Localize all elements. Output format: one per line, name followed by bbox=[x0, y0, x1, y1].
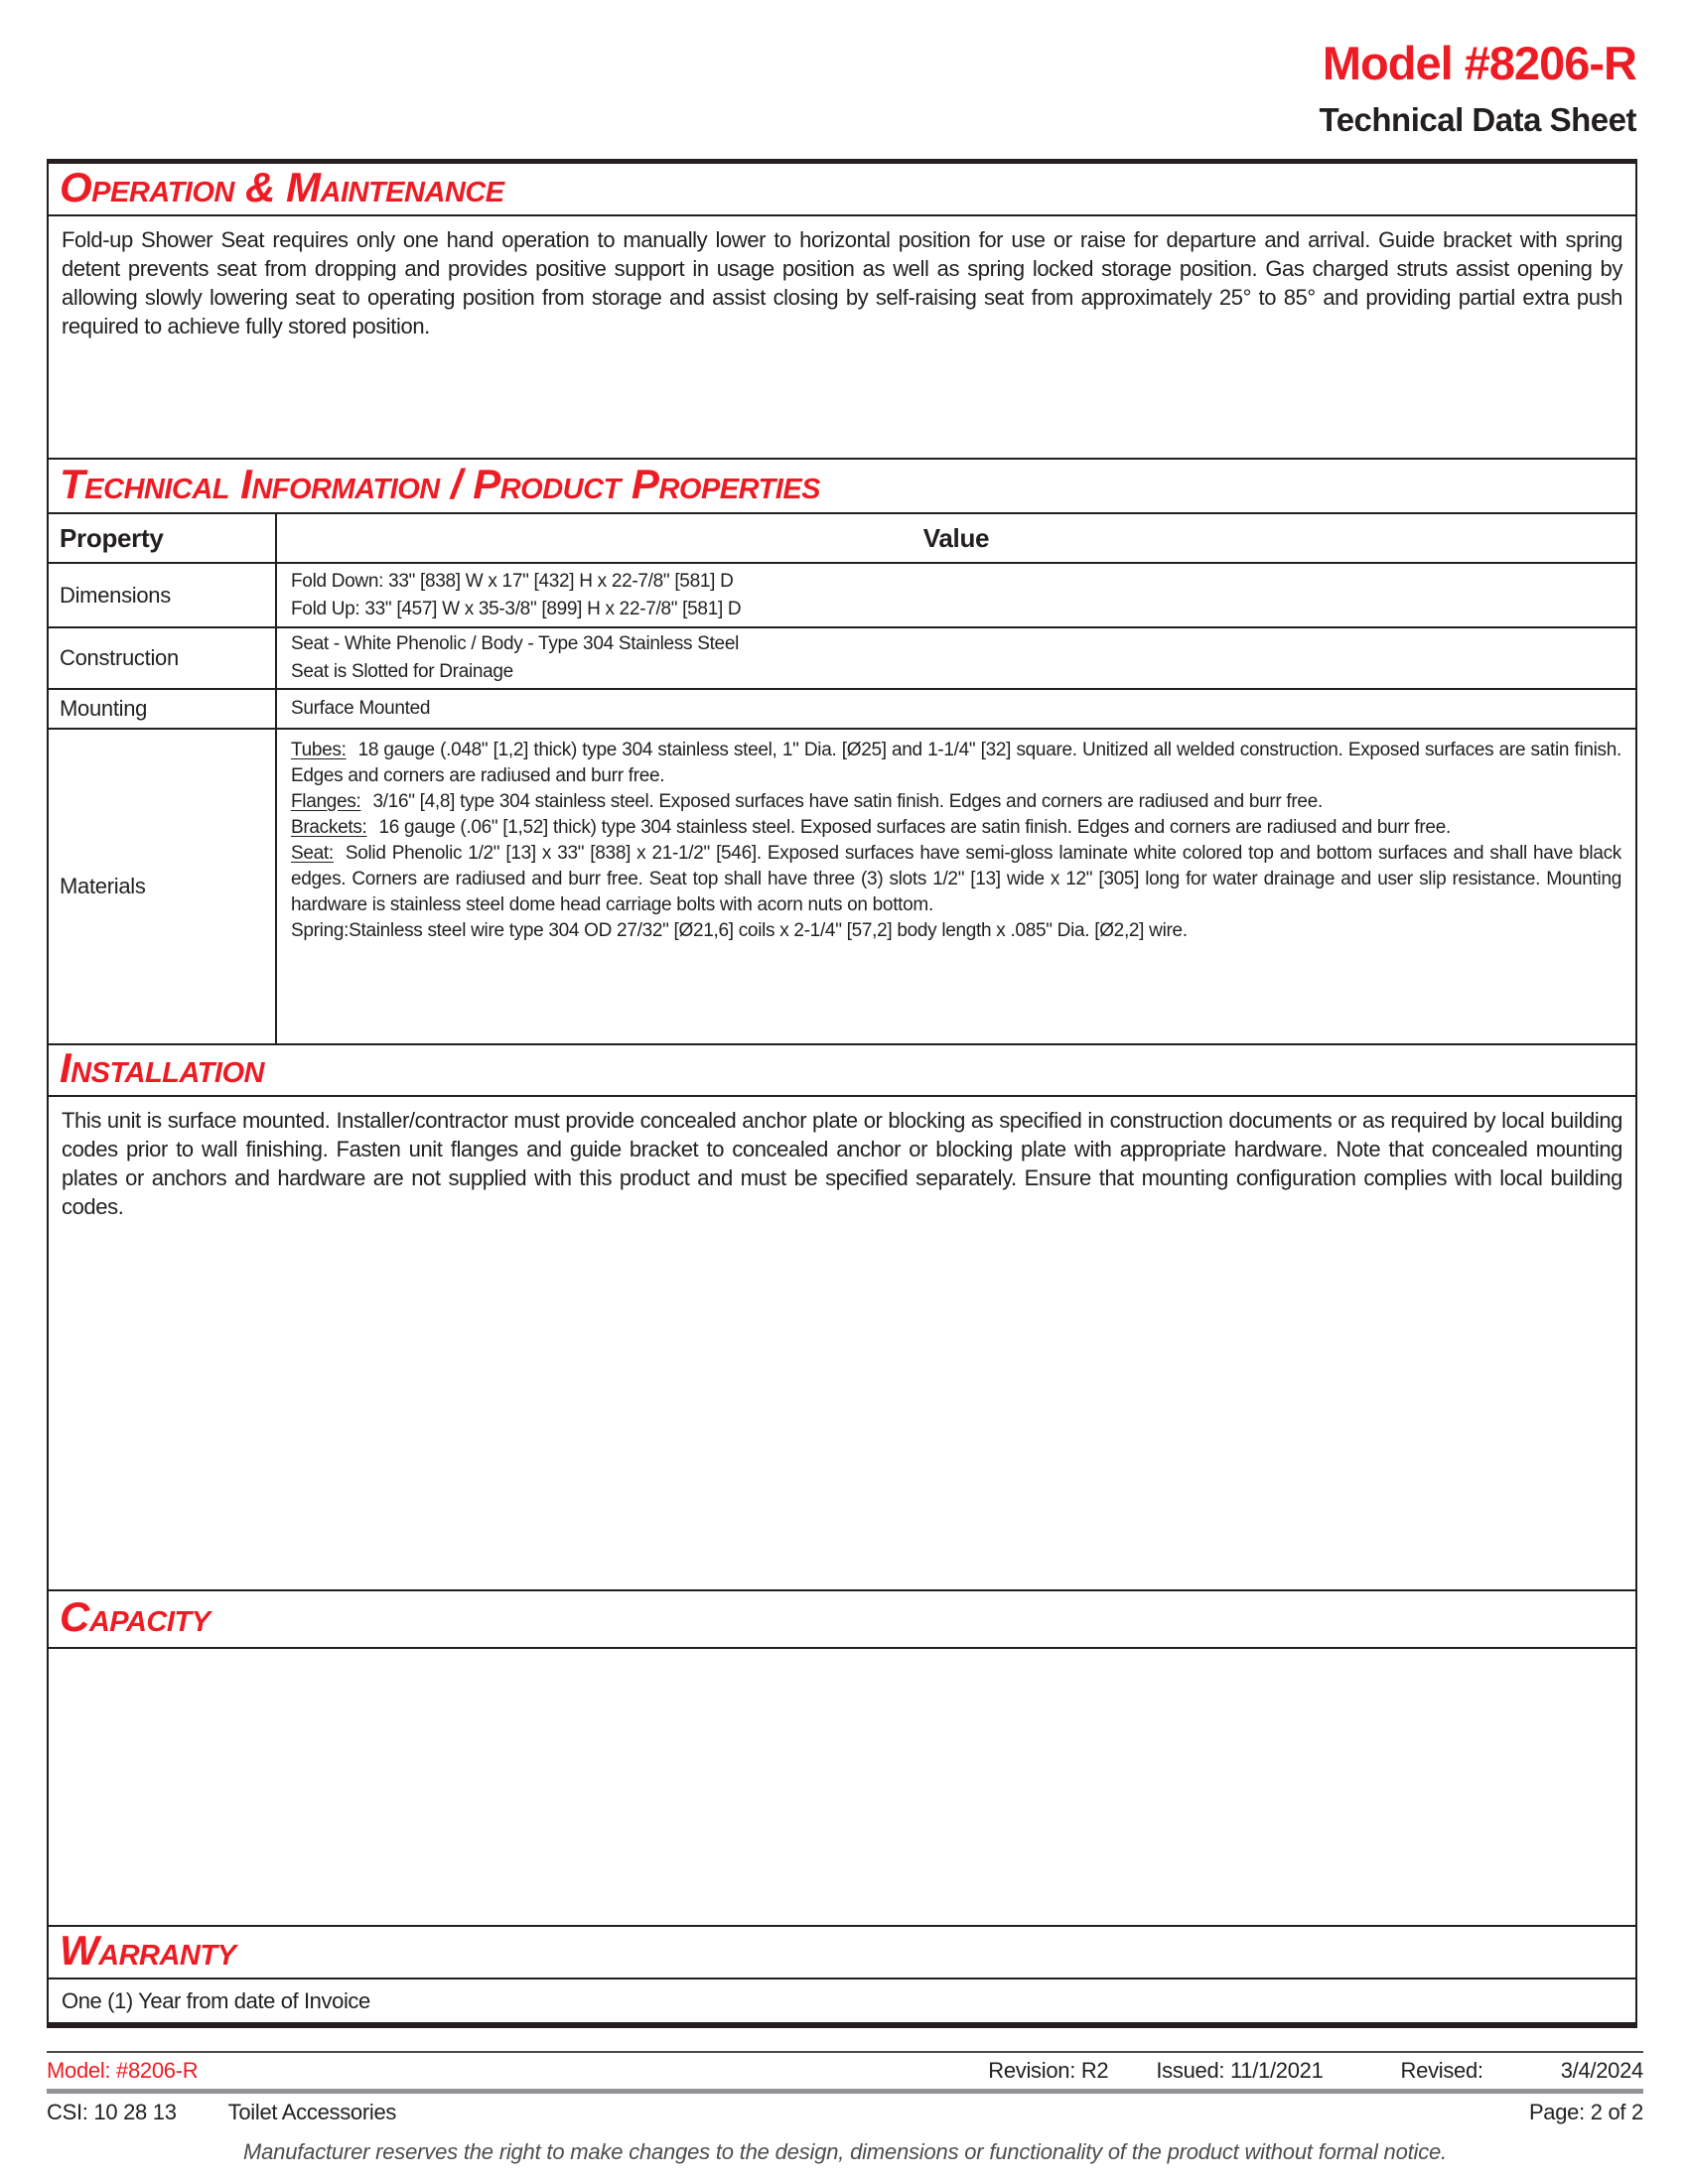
materials-item-flanges bbox=[291, 789, 1621, 815]
footer-category: Toilet Accessories bbox=[227, 2100, 397, 2124]
mounting-value bbox=[277, 690, 1635, 728]
construction-line-2: Seat is Slotted for Drainage bbox=[291, 661, 513, 682]
footer-disclaimer: Manufacturer reserves the right to make changes to the design, dimensions or functionality of the product without formal notice. bbox=[243, 2139, 1447, 2164]
mounting-line-1: Surface Mounted bbox=[291, 698, 431, 719]
tubes-label: Tubes: bbox=[291, 740, 347, 760]
technical-title: Technical Information / Product Properties bbox=[60, 460, 821, 507]
installation-paragraph: This unit is surface mounted. Installer/contractor must provide concealed anchor plate or blocking as specified in construction documents or as required by local building codes prior to wall finishing. Fasten unit flanges and guide bracket to concealed anchor or blocking plate with appropriate hardware. Note that concealed mounting plates or anchors and hardware are not supplied with this product and must be specified separately. Ensure that mounting configuration complies with local building codes. bbox=[62, 1108, 1622, 1219]
operation-paragraph: Fold-up Shower Seat requires only one hand operation to manually lower to horizontal position for use or raise for departure and arrival. Guide bracket with spring detent prevents seat from dropping and provides positive support in usage position as well as spring locked storage position. Gas charged struts assist opening by allowing slowly lowering seat to operating position from storage and assist closing by self-raising seat from approximately 25° to 85° and providing partial extra push required to achieve fully stored position. bbox=[62, 227, 1622, 339]
installation-body bbox=[49, 1097, 1635, 1591]
warranty-paragraph: One (1) Year from date of Invoice bbox=[62, 1988, 370, 2013]
seat-text: Solid Phenolic 1/2" [13] x 33" [838] x 21-1/2" [546]. Exposed surfaces have semi-gloss laminate white colored top and bottom surfaces and shall have black edges. Corners are radiused and burr free. Seat top shall have three (3) slots 1/2" [13] wide x 12" [305] long for water drainage and user slip resistance. Mounting hardware is stainless steel dome head carriage bolts with acorn nuts on bottom. bbox=[291, 843, 1621, 915]
materials-item-seat bbox=[291, 841, 1621, 918]
spring-text: Stainless steel wire type 304 OD 27/32" [Ø21,6] coils x 2-1/4" [57,2] body length x .085" Dia. [Ø2,2] wire. bbox=[349, 920, 1188, 941]
dimensions-value bbox=[277, 564, 1635, 626]
installation-title: Installation bbox=[60, 1044, 264, 1091]
table-row-dimensions bbox=[49, 564, 1635, 628]
footer-revised-label: Revised: bbox=[1400, 2058, 1483, 2083]
footer-revision: Revision: R2 bbox=[988, 2058, 1109, 2083]
footer-issued: Issued: 11/1/2021 bbox=[1156, 2058, 1324, 2083]
construction-line-1: Seat - White Phenolic / Body - Type 304 Stainless Steel bbox=[291, 633, 740, 654]
flanges-label: Flanges: bbox=[291, 791, 361, 812]
brackets-label: Brackets: bbox=[291, 817, 367, 838]
footer-page: Page: 2 of 2 bbox=[1528, 2100, 1643, 2124]
footer-revised-date: 3/4/2024 bbox=[1560, 2058, 1643, 2083]
section-capacity-header bbox=[49, 1591, 1635, 1649]
materials-label: Materials bbox=[49, 730, 277, 1043]
table-row-materials bbox=[49, 730, 1635, 1045]
table-row-mounting bbox=[49, 690, 1635, 730]
model-title: Model #8206-R bbox=[1322, 37, 1636, 89]
materials-item-spring bbox=[291, 918, 1621, 944]
brackets-text: 16 gauge (.06" [1,52] thick) type 304 stainless steel. Exposed surfaces are satin finish. Edges and corners are radiused and burr free. bbox=[378, 817, 1451, 838]
footer-csi: CSI: 10 28 13 bbox=[47, 2100, 177, 2124]
table-row-construction bbox=[49, 628, 1635, 690]
footer bbox=[47, 2051, 1643, 2165]
seat-label: Seat: bbox=[291, 843, 334, 864]
section-installation-header bbox=[49, 1045, 1635, 1097]
section-operation-header bbox=[49, 164, 1635, 216]
tubes-text: 18 gauge (.048" [1,2] thick) type 304 stainless steel, 1" Dia. [Ø25] and 1-1/4" [32] square. Unitized all welded construction. Exposed surfaces are satin finish. Edges and corners are radiused and burr free. bbox=[291, 740, 1621, 786]
materials-item-brackets bbox=[291, 815, 1621, 841]
footer-row-2 bbox=[47, 2094, 1643, 2131]
footer-revision-block bbox=[988, 2058, 1643, 2084]
section-technical-header bbox=[49, 460, 1635, 514]
footer-row-1 bbox=[47, 2053, 1643, 2089]
property-col-header: Property bbox=[49, 514, 277, 562]
footer-csi-block bbox=[47, 2100, 396, 2125]
warranty-title: Warranty bbox=[60, 1926, 236, 1974]
doc-subtitle: Technical Data Sheet bbox=[1319, 100, 1636, 138]
properties-table bbox=[49, 514, 1635, 1045]
operation-body bbox=[49, 216, 1635, 460]
construction-value bbox=[277, 628, 1635, 688]
capacity-paragraph bbox=[49, 1649, 1635, 1658]
footer-model: Model: #8206-R bbox=[47, 2058, 199, 2083]
table-header-row bbox=[49, 514, 1635, 564]
doc-header bbox=[1319, 38, 1636, 139]
dimensions-line-1: Fold Down: 33" [838] W x 17" [432] H x 22-7/8" [581] D bbox=[291, 570, 734, 592]
construction-label: Construction bbox=[49, 628, 277, 688]
capacity-body bbox=[49, 1649, 1635, 1927]
content-box bbox=[47, 159, 1637, 2028]
value-col-header: Value bbox=[922, 523, 990, 553]
materials-value bbox=[277, 730, 1635, 1043]
materials-item-tubes bbox=[291, 738, 1621, 789]
dimensions-label: Dimensions bbox=[49, 564, 277, 626]
section-warranty-header bbox=[49, 1927, 1635, 1979]
capacity-title: Capacity bbox=[60, 1593, 211, 1640]
dimensions-line-2: Fold Up: 33" [457] W x 35-3/8" [899] H x 22-7/8" [581] D bbox=[291, 598, 742, 619]
warranty-body bbox=[49, 1979, 1635, 2022]
mounting-label: Mounting bbox=[49, 690, 277, 728]
operation-title: Operation & Maintenance bbox=[60, 163, 504, 210]
flanges-text: 3/16" [4,8] type 304 stainless steel. Exposed surfaces have satin finish. Edges and corners are radiused and burr free. bbox=[372, 791, 1323, 812]
spring-label: Spring: bbox=[291, 920, 350, 941]
